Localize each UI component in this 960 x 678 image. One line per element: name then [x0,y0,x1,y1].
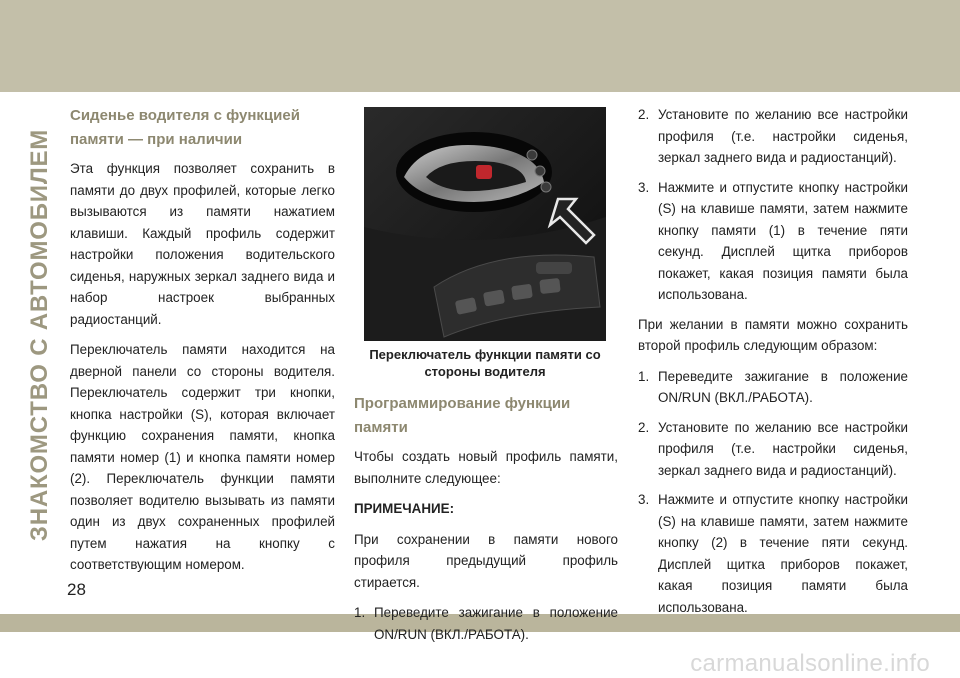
list-item: 3. Нажмите и отпустите кнопку настройки (S) на клавише памяти, затем нажмите кнопку памяти (1) в течение пяти секунд. Дисплей щитка приборов покажет, какая позиция памяти была использована. [638,179,908,302]
section-heading-programming: Программирование функции памяти [354,395,571,436]
steps-list-col2 [354,602,618,645]
lock-indicator-red [476,165,492,179]
mirror-switch [536,262,572,274]
section-heading-memory-seat: Сиденье водителя с функцией памяти — при наличии [70,107,300,148]
figure-caption: Переключатель функции памяти со стороны водителя [369,347,601,379]
column-3 [638,104,908,626]
chapter-side-title [20,100,60,570]
top-band [0,0,960,92]
paragraph-switch: Переключатель памяти находится на дверной панели со стороны водителя. Переключатель содержит три кнопки, кнопка настройки (S), которая включает функцию сохранения памяти, кнопка памяти номер (1) и кнопка памяти номер (2). Переключатель функции памяти позволяет водителю вызывать из памяти один из двух сохраненных профилей путем нажатия на кнопку с соответствующим номером. [70,342,335,572]
door-panel-illustration [364,107,606,341]
page-number: 28 [67,580,86,599]
steps-list-a [638,104,908,306]
chapter-title-text: ЗНАКОМСТВО С АВТОМОБИЛЕМ [26,128,53,542]
watermark: carmanualsonline.info [690,650,930,677]
window-switch-4 [539,278,560,294]
window-switch-3 [511,284,533,301]
list-item: 1. Переведите зажигание в положение ON/RUN (ВКЛ./РАБОТА). [638,368,908,405]
note-title: ПРИМЕЧАНИЕ: [354,501,455,516]
column-2 [354,392,618,653]
memory-button-2 [541,182,551,192]
memory-button-1 [535,166,545,176]
note-text: При сохранении в памяти нового профиля предыдущий профиль стирается. [354,531,618,590]
list-item: 2. Установите по желанию все настройки профиля (т.е. настройки сиденья, зеркал заднего вида и радиостанций). [638,419,908,478]
memory-button-s [527,150,537,160]
list-item: 2. Установите по желанию все настройки профиля (т.е. настройки сиденья, зеркал заднего вида и радиостанций). [638,107,908,165]
steps-list-b [638,366,908,619]
column-1 [70,104,335,585]
list-item: 3. Нажмите и отпустите кнопку настройки (S) на клавише памяти, затем нажмите кнопку (2) в течение пяти секунд. Дисплей щитка приборов покажет, какая позиция памяти была использована. [638,492,908,615]
paragraph-intro: Эта функция позволяет сохранить в памяти до двух профилей, которые легко вызываются из памяти нажатием клавиши. Каждый профиль содержит настройки положения водительского сиденья, наружных зеркал заднего вида и набор настроек выбранных радиостанций. [70,161,335,327]
paragraph-create-profile: Чтобы создать новый профиль памяти, выполните следующее: [354,449,618,486]
paragraph-second-profile: При желании в памяти можно сохранить второй профиль следующим образом: [638,316,908,353]
list-item: 1. Переведите зажигание в положение ON/RUN (ВКЛ./РАБОТА). [354,605,618,642]
door-memory-switch-photo [364,107,606,341]
